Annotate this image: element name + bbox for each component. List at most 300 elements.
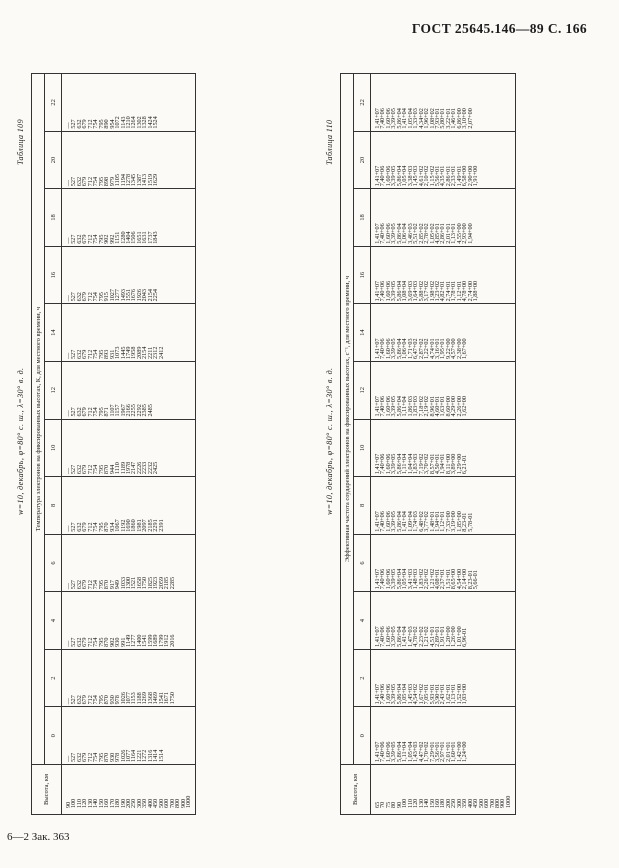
value-cell: 2391 (159, 477, 164, 535)
value-cell: 527 (71, 592, 76, 650)
value-cell: 2016 (170, 592, 175, 650)
height-cell: 350 (462, 765, 467, 815)
height-cell: 200 (446, 765, 451, 815)
height-cell: 140 (93, 765, 98, 815)
value-cell: 4,78+00 (462, 246, 467, 304)
value-cell: 3,77+02 (424, 477, 429, 535)
value-cell: 1,88+00 (473, 246, 478, 304)
time-column-header: 18 (354, 189, 371, 247)
height-cell: 100 (71, 765, 76, 815)
value-cell: 4,51+01 (430, 592, 435, 650)
value-cell: 1469 (153, 649, 158, 707)
value-cell: 1514 (159, 707, 164, 765)
value-cell: 632 (77, 361, 82, 419)
value-cell: 1,06+04 (402, 304, 407, 362)
value-cell: 1368 (148, 649, 153, 707)
value-cell (186, 74, 196, 132)
value-cell: — (62, 534, 72, 592)
value-cell: 7,40+06 (380, 189, 385, 247)
value-cell: 1,41+07 (371, 419, 381, 477)
value-cell: 2097 (142, 477, 147, 535)
value-cell: 679 (82, 419, 87, 477)
value-cell (186, 477, 196, 535)
value-cell: 2,86+01 (440, 189, 445, 247)
value-cell (506, 534, 516, 592)
value-cell: 2,26+02 (424, 534, 429, 592)
value-cell: 1,60+01 (451, 707, 456, 765)
value-cell: 795 (99, 477, 104, 535)
value-cell: 795 (99, 361, 104, 419)
value-cell: 1860 (131, 477, 136, 535)
height-cell: 500 (159, 765, 164, 815)
value-cell: 527 (71, 534, 76, 592)
value-cell: 1,47+03 (408, 592, 413, 650)
value-cell: 754 (93, 592, 98, 650)
value-cell: 1277 (115, 246, 120, 304)
height-cell: 65 (371, 765, 381, 815)
value-cell: 1,04+04 (408, 419, 413, 477)
value-cell: 1,48+03 (413, 534, 418, 592)
height-cell: 200 (126, 765, 131, 815)
value-cell: 754 (93, 189, 98, 247)
value-cell: 632 (77, 131, 82, 189)
value-cell: 795 (99, 649, 104, 707)
page-header: ГОСТ 25645.146—89 С. 166 (411, 21, 587, 36)
value-cell: 754 (93, 534, 98, 592)
value-cell: — (62, 592, 72, 650)
value-cell: 1651 (137, 189, 142, 247)
value-cell: 712 (88, 419, 93, 477)
value-cell: 795 (99, 131, 104, 189)
value-cell: 902 (110, 592, 115, 650)
value-cell: 1,43+03 (413, 707, 418, 765)
value-cell: 1210 (126, 74, 131, 132)
value-cell: 2,89+01 (435, 592, 440, 650)
value-cell: 5,88+02 (419, 246, 424, 304)
value-cell: 712 (88, 649, 93, 707)
value-cell: 527 (71, 477, 76, 535)
value-cell: 1,41+07 (371, 246, 381, 304)
value-cell: 1,09+04 (408, 477, 413, 535)
value-cell: 1,08+04 (402, 246, 407, 304)
value-cell: 1316 (148, 707, 153, 765)
value-cell: 1,24+00 (462, 707, 467, 765)
value-cell: 1072 (115, 74, 120, 132)
value-cell (186, 304, 196, 362)
value-cell (186, 246, 196, 304)
value-cell: 2232 (148, 419, 153, 477)
value-cell: 1077 (126, 649, 131, 707)
value-cell: 527 (71, 131, 76, 189)
value-cell: 4,08+01 (435, 534, 440, 592)
time-column-header: 16 (45, 246, 62, 304)
value-cell: 527 (71, 419, 76, 477)
value-cell: 5,86+04 (397, 419, 402, 477)
value-cell: 8,57+01 (430, 419, 435, 477)
value-cell (506, 419, 516, 477)
height-cell: 600 (164, 765, 169, 815)
value-cell: — (62, 304, 72, 362)
value-cell: 1027 (110, 246, 115, 304)
height-cell: 800 (495, 765, 500, 815)
height-cell: 150 (99, 765, 104, 815)
value-cell: 2,01+01 (446, 189, 451, 247)
value-cell: 1277 (131, 592, 136, 650)
value-cell: 1414 (153, 707, 158, 765)
value-cell: 2,01+01 (446, 707, 451, 765)
value-cell: 5,86+04 (397, 477, 402, 535)
value-cell: 527 (71, 246, 76, 304)
value-cell: 1923 (153, 534, 158, 592)
value-cell: 1,42+00 (457, 707, 462, 765)
value-cell: 3,39+05 (391, 649, 396, 707)
time-column-header: 14 (354, 304, 371, 362)
value-cell: 1110 (115, 419, 120, 477)
value-cell: 679 (82, 592, 87, 650)
value-cell: 1843 (153, 189, 158, 247)
value-cell: 3,90+01 (435, 649, 440, 707)
value-cell: 992 (110, 189, 115, 247)
value-cell: 870 (104, 649, 109, 707)
value-cell: 5,86+04 (397, 707, 402, 765)
height-cell: 190 (121, 765, 126, 815)
time-column-header: 8 (45, 477, 62, 535)
height-cell: 250 (131, 765, 136, 815)
value-cell: 1,96+02 (424, 74, 429, 132)
value-cell: 1105 (115, 131, 120, 189)
value-cell: 1,01+00 (457, 592, 462, 650)
value-cell: 712 (88, 246, 93, 304)
value-cell: 754 (93, 131, 98, 189)
value-cell: 1981 (137, 477, 142, 535)
value-cell: 2,87+02 (419, 304, 424, 362)
value-cell: 712 (88, 707, 93, 765)
value-cell: 3,39+05 (391, 361, 396, 419)
value-cell: 5,93+01 (430, 649, 435, 707)
value-cell: 1,52+00 (457, 649, 462, 707)
value-cell: 1,26+00 (451, 592, 456, 650)
value-cell: 917 (110, 534, 115, 592)
value-cell (506, 361, 516, 419)
value-cell: 915 (104, 246, 109, 304)
time-column-header: 22 (45, 74, 62, 132)
value-cell: 5,86+04 (397, 74, 402, 132)
height-cell: 150 (430, 765, 435, 815)
value-cell: 2292 (137, 361, 142, 419)
value-cell (506, 304, 516, 362)
value-cell: 1,41+07 (371, 707, 381, 765)
value-cell (506, 477, 516, 535)
value-cell: 2043 (142, 246, 147, 304)
value-cell: 712 (88, 534, 93, 592)
value-cell: 2254 (153, 246, 158, 304)
value-cell: 7,40+06 (380, 131, 385, 189)
value-cell: 1,41+07 (371, 304, 381, 362)
value-cell: 2385 (142, 361, 147, 419)
height-cell: 90 (62, 765, 72, 815)
value-cell: 8,23-01 (462, 477, 467, 535)
height-cell: 700 (170, 765, 175, 815)
value-cell: 1,60+06 (386, 592, 391, 650)
value-cell: 1280 (121, 189, 126, 247)
value-cell: 1506 (131, 189, 136, 247)
height-column-header: Высота, км (32, 765, 62, 815)
value-cell: 5,51+02 (413, 189, 418, 247)
value-cell: 1153 (131, 649, 136, 707)
value-cell: 4,74+01 (430, 304, 435, 362)
value-cell: 5,86+04 (397, 534, 402, 592)
value-cell: 679 (82, 131, 87, 189)
value-cell: 2,33+01 (451, 131, 456, 189)
value-cell: 712 (88, 477, 93, 535)
value-cell: 5,86+04 (397, 649, 402, 707)
value-cell: 1,48+01 (430, 477, 435, 535)
value-cell: 1521 (131, 534, 136, 592)
height-cell: 1000 (506, 765, 516, 815)
value-cell: 1192 (121, 477, 126, 535)
value-cell: 754 (93, 707, 98, 765)
value-cell: 8,65+00 (451, 534, 456, 592)
value-cell: 2185 (164, 534, 169, 592)
time-column-header: 12 (354, 361, 371, 419)
value-cell: 1750 (142, 534, 147, 592)
value-cell: 1,60+06 (386, 189, 391, 247)
height-cell: 120 (82, 765, 87, 815)
value-cell: 1,46+01 (451, 74, 456, 132)
value-cell: 1519 (148, 131, 153, 189)
height-cell: 120 (413, 765, 418, 815)
value-cell: 712 (88, 361, 93, 419)
value-cell: — (62, 477, 72, 535)
value-cell (506, 189, 516, 247)
height-cell: 1000 (186, 765, 196, 815)
height-cell: 700 (490, 765, 495, 815)
value-cell: 632 (77, 246, 82, 304)
time-column-header: 0 (45, 707, 62, 765)
value-cell: 712 (88, 131, 93, 189)
value-cell: 1,60+06 (386, 304, 391, 362)
value-cell: 1737 (148, 189, 153, 247)
value-cell: 1188 (137, 649, 142, 707)
value-cell: 2,43+01 (440, 649, 445, 707)
time-column-header: 4 (45, 592, 62, 650)
value-cell: 1,13+01 (451, 649, 456, 707)
value-cell: 6,96-01 (462, 592, 467, 650)
height-cell: 180 (440, 765, 445, 815)
height-cell: 900 (181, 765, 186, 815)
value-cell: 7,40+06 (380, 649, 385, 707)
value-cell: 2233 (142, 419, 147, 477)
value-cell: 1541 (142, 592, 147, 650)
value-cell: 1026 (121, 649, 126, 707)
value-cell: 1541 (159, 649, 164, 707)
value-cell: 2059 (159, 534, 164, 592)
value-cell: 7,40+06 (380, 246, 385, 304)
value-cell: 2425 (153, 419, 158, 477)
value-cell: 6,48+02 (419, 477, 424, 535)
height-cell: 300 (457, 765, 462, 815)
value-cell: 7,29+01 (430, 707, 435, 765)
value-cell: 7,19+02 (419, 419, 424, 477)
value-cell: 2166 (126, 361, 131, 419)
value-cell: 902 (104, 189, 109, 247)
value-cell: 527 (71, 707, 76, 765)
value-cell: 795 (99, 419, 104, 477)
height-cell: 250 (451, 765, 456, 815)
value-cell: 679 (82, 189, 87, 247)
value-cell: 795 (99, 592, 104, 650)
value-cell: 3,39+05 (391, 189, 396, 247)
time-column-header: 20 (45, 131, 62, 189)
height-cell: 450 (153, 765, 158, 815)
value-cell: 1,08+02 (430, 74, 435, 132)
value-cell: 4,57+00 (451, 304, 456, 362)
value-cell: 1189 (121, 419, 126, 477)
value-cell: 1077 (126, 707, 131, 765)
time-column-header: 6 (354, 534, 371, 592)
value-cell: 1413 (142, 131, 147, 189)
table109-label: Таблица 109 (16, 119, 25, 165)
value-cell: 1,60+06 (386, 649, 391, 707)
value-cell: 2154 (148, 246, 153, 304)
value-cell: 1,64+03 (413, 246, 418, 304)
value-cell: 1967 (121, 361, 126, 419)
value-cell: 9,22+00 (446, 304, 451, 362)
value-cell: 4,60+01 (435, 361, 440, 419)
height-cell: 350 (142, 765, 147, 815)
value-cell: 679 (82, 649, 87, 707)
value-cell (506, 707, 516, 765)
value-cell: 1,22+02 (424, 304, 429, 362)
value-cell: 7,40+06 (380, 477, 385, 535)
value-cell: 1,62+00 (462, 361, 467, 419)
value-cell: 6,86+00 (457, 74, 462, 132)
value-cell (186, 649, 196, 707)
height-cell: 500 (479, 765, 484, 815)
value-cell: 1,94+00 (468, 189, 473, 247)
value-cell: 3,39+05 (391, 246, 396, 304)
value-cell: 632 (77, 534, 82, 592)
value-cell: 1033 (121, 534, 126, 592)
value-cell: 1,95+01 (440, 304, 445, 362)
value-cell: 4,29+00 (451, 361, 456, 419)
table110-table (340, 73, 516, 815)
value-cell: 3,39+05 (391, 74, 396, 132)
time-column-header: 16 (354, 246, 371, 304)
value-cell: 1629 (153, 131, 158, 189)
value-cell: 1,83+03 (413, 419, 418, 477)
value-cell: 5,78-01 (468, 477, 473, 535)
value-cell: 632 (77, 477, 82, 535)
value-cell: 527 (71, 189, 76, 247)
value-cell: 1,60+06 (386, 534, 391, 592)
value-cell: 7,05+01 (424, 649, 429, 707)
value-cell: 1750 (170, 649, 175, 707)
height-cell: 140 (424, 765, 429, 815)
value-cell: 1328 (142, 74, 147, 132)
value-cell: 1912 (164, 592, 169, 650)
value-cell: 8,96+01 (430, 361, 435, 419)
value-cell: 3,89+00 (451, 419, 456, 477)
value-cell: 1658 (137, 534, 142, 592)
height-column-header: Высота, км (341, 765, 371, 815)
value-cell: 754 (93, 304, 98, 362)
value-cell: 2,23+02 (419, 592, 424, 650)
height-cell: 450 (473, 765, 478, 815)
value-cell: 1671 (164, 649, 169, 707)
value-cell: 679 (82, 534, 87, 592)
height-cell: 130 (419, 765, 424, 815)
value-cell: 1,20+00 (446, 592, 451, 650)
value-cell: 1524 (153, 74, 158, 132)
value-cell: 2485 (148, 361, 153, 419)
value-cell: 1978 (126, 419, 131, 477)
time-column-header: 12 (45, 361, 62, 419)
value-cell: 1,60+06 (386, 74, 391, 132)
value-cell: 8,23-01 (468, 534, 473, 592)
value-cell: 1,98+02 (430, 246, 435, 304)
value-cell: 5,66-01 (473, 534, 478, 592)
value-cell: 1445 (121, 304, 126, 362)
value-cell: 1,41+07 (371, 74, 381, 132)
value-cell: 930 (110, 649, 115, 707)
value-cell: 1958 (131, 304, 136, 362)
value-cell: 1,41+07 (371, 592, 381, 650)
value-cell (186, 534, 196, 592)
value-cell: 1,05+04 (402, 649, 407, 707)
value-cell: 712 (88, 592, 93, 650)
value-cell (186, 131, 196, 189)
page-footer: 6—2 Зак. 363 (7, 831, 70, 843)
value-cell: 632 (77, 649, 82, 707)
value-cell: 1,41+07 (371, 534, 381, 592)
height-cell: 130 (88, 765, 93, 815)
value-cell: 949 (115, 534, 120, 592)
time-column-header: 8 (354, 477, 371, 535)
value-cell: 1424 (148, 74, 153, 132)
value-cell: 5,86+04 (397, 304, 402, 362)
value-cell: 3,38+03 (408, 131, 413, 189)
time-column-header: 0 (354, 707, 371, 765)
time-column-header: 10 (354, 419, 371, 477)
value-cell: 3,56+01 (435, 707, 440, 765)
table-row (506, 74, 516, 815)
value-cell: 4,34+02 (419, 74, 424, 132)
value-cell: 3,16+01 (435, 304, 440, 362)
value-cell: 7,40+06 (380, 304, 385, 362)
value-cell: 5,86+04 (397, 361, 402, 419)
value-cell: 1690 (126, 477, 131, 535)
value-cell: 2412 (159, 304, 164, 362)
value-cell: 1026 (121, 707, 126, 765)
table-subtitle: Температура электронов на фиксированных высотах, К, для местного времени, ч (32, 74, 45, 765)
value-cell: 934 (110, 477, 115, 535)
value-cell: 679 (82, 707, 87, 765)
height-cell: 75 (386, 765, 391, 815)
value-cell: 3,70+02 (424, 419, 429, 477)
value-cell: 712 (88, 304, 93, 362)
value-cell (506, 131, 516, 189)
value-cell: 1221 (137, 707, 142, 765)
value-cell: 1,94+01 (435, 477, 440, 535)
value-cell: 1,70+02 (424, 707, 429, 765)
value-cell: 795 (99, 534, 104, 592)
value-cell: 5,86+04 (397, 246, 402, 304)
table110-label: Таблица 110 (325, 119, 334, 165)
value-cell: 3,39+05 (391, 707, 396, 765)
value-cell: 871 (104, 361, 109, 419)
value-cell: 1,13+01 (451, 189, 456, 247)
